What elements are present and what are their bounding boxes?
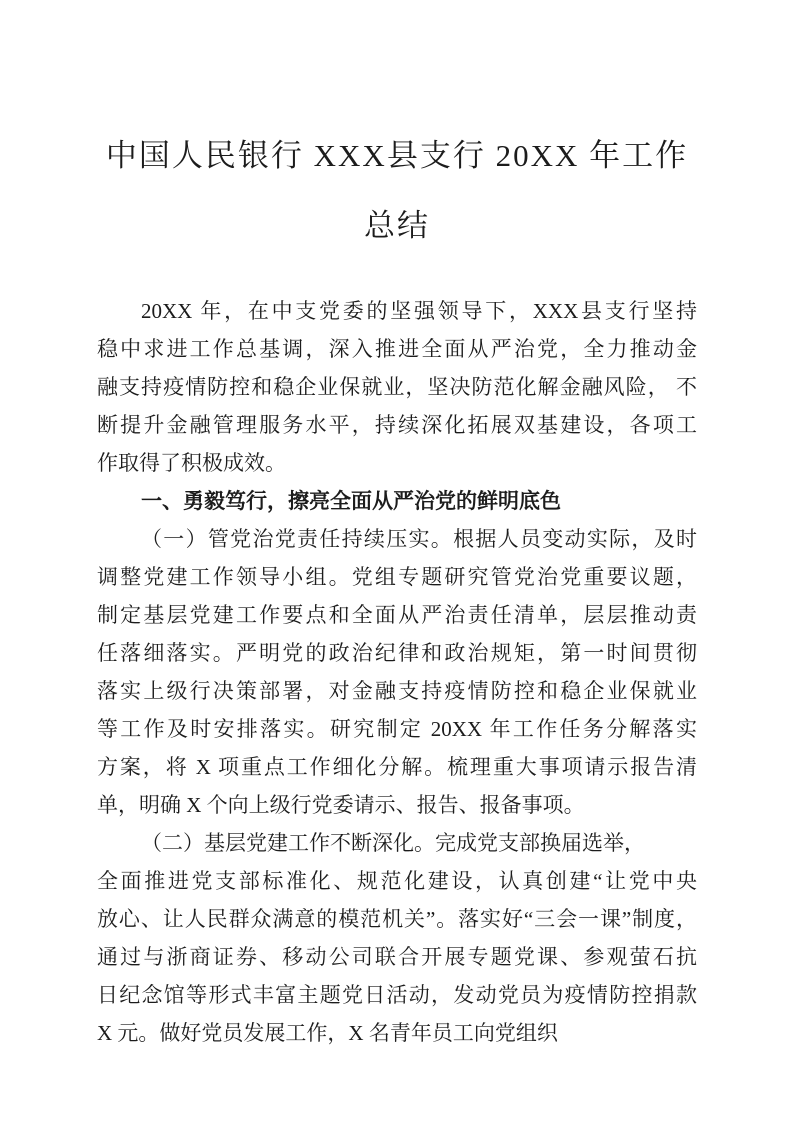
title-line-2: 总结: [364, 208, 430, 243]
text-line: 制定基层党建工作要点和全面从严治责任清单，层层推动责: [97, 603, 697, 627]
text-line: 方案，将 X 项重点工作细化分解。梳理重大事项请示报告清: [97, 755, 697, 779]
text-line: 调整党建工作领导小组。党组专题研究管党治党重要议题，: [97, 565, 697, 589]
section-heading-1: 一、勇毅笃行，擦亮全面从严治党的鲜明底色: [141, 489, 561, 513]
text-line: 作取得了积极成效。: [97, 451, 286, 475]
text-line: 单，明确 X 个向上级行党委请示、报告、报备事项。: [97, 793, 585, 817]
text-line: 稳中求进工作总基调，深入推进全面从严治党，全力推动金: [97, 337, 697, 361]
paragraph-section-1-item-2: [97, 824, 697, 1052]
document-title: [97, 121, 697, 261]
text-line: （二）基层党建工作不断深化。完成党支部换届选举，: [141, 831, 645, 855]
text-line: 通过与浙商证券、移动公司联合开展专题党课、参观萤石抗: [97, 945, 697, 969]
text-line: 放心、让人民群众满意的模范机关”。落实好“三会一课”制度，: [97, 907, 697, 931]
text-line: 日纪念馆等形式丰富主题党日活动，发动党员为疫情防控捐款: [97, 983, 697, 1007]
title-line-1: 中国人民银行 XXX县支行 20XX 年工作: [105, 138, 689, 173]
text-line: 全面推进党支部标准化、规范化建设，认真创建“让党中央: [97, 869, 697, 893]
paragraph-intro: [97, 292, 697, 482]
text-line: 融支持疫情防控和稳企业保就业，坚决防范化解金融风险， 不: [97, 375, 697, 399]
paragraph-section-1-item-1: [97, 520, 697, 824]
text-line: 断提升金融管理服务水平，持续深化拓展双基建设，各项工: [97, 413, 697, 437]
text-line: 任落细落实。严明党的政治纪律和政治规矩，第一时间贯彻: [97, 641, 697, 665]
text-line: （一）管党治党责任持续压实。根据人员变动实际，及时: [141, 527, 697, 551]
text-line: X 元。做好党员发展工作，X 名青年员工向党组织: [97, 1021, 558, 1045]
text-line: 落实上级行决策部署，对金融支持疫情防控和稳企业保就业: [97, 679, 697, 703]
text-line: 20XX 年，在中支党委的坚强领导下，XXX县支行坚持: [141, 299, 697, 323]
document-body: [97, 292, 697, 1052]
text-line: 等工作及时安排落实。研究制定 20XX 年工作任务分解落实: [97, 717, 697, 741]
